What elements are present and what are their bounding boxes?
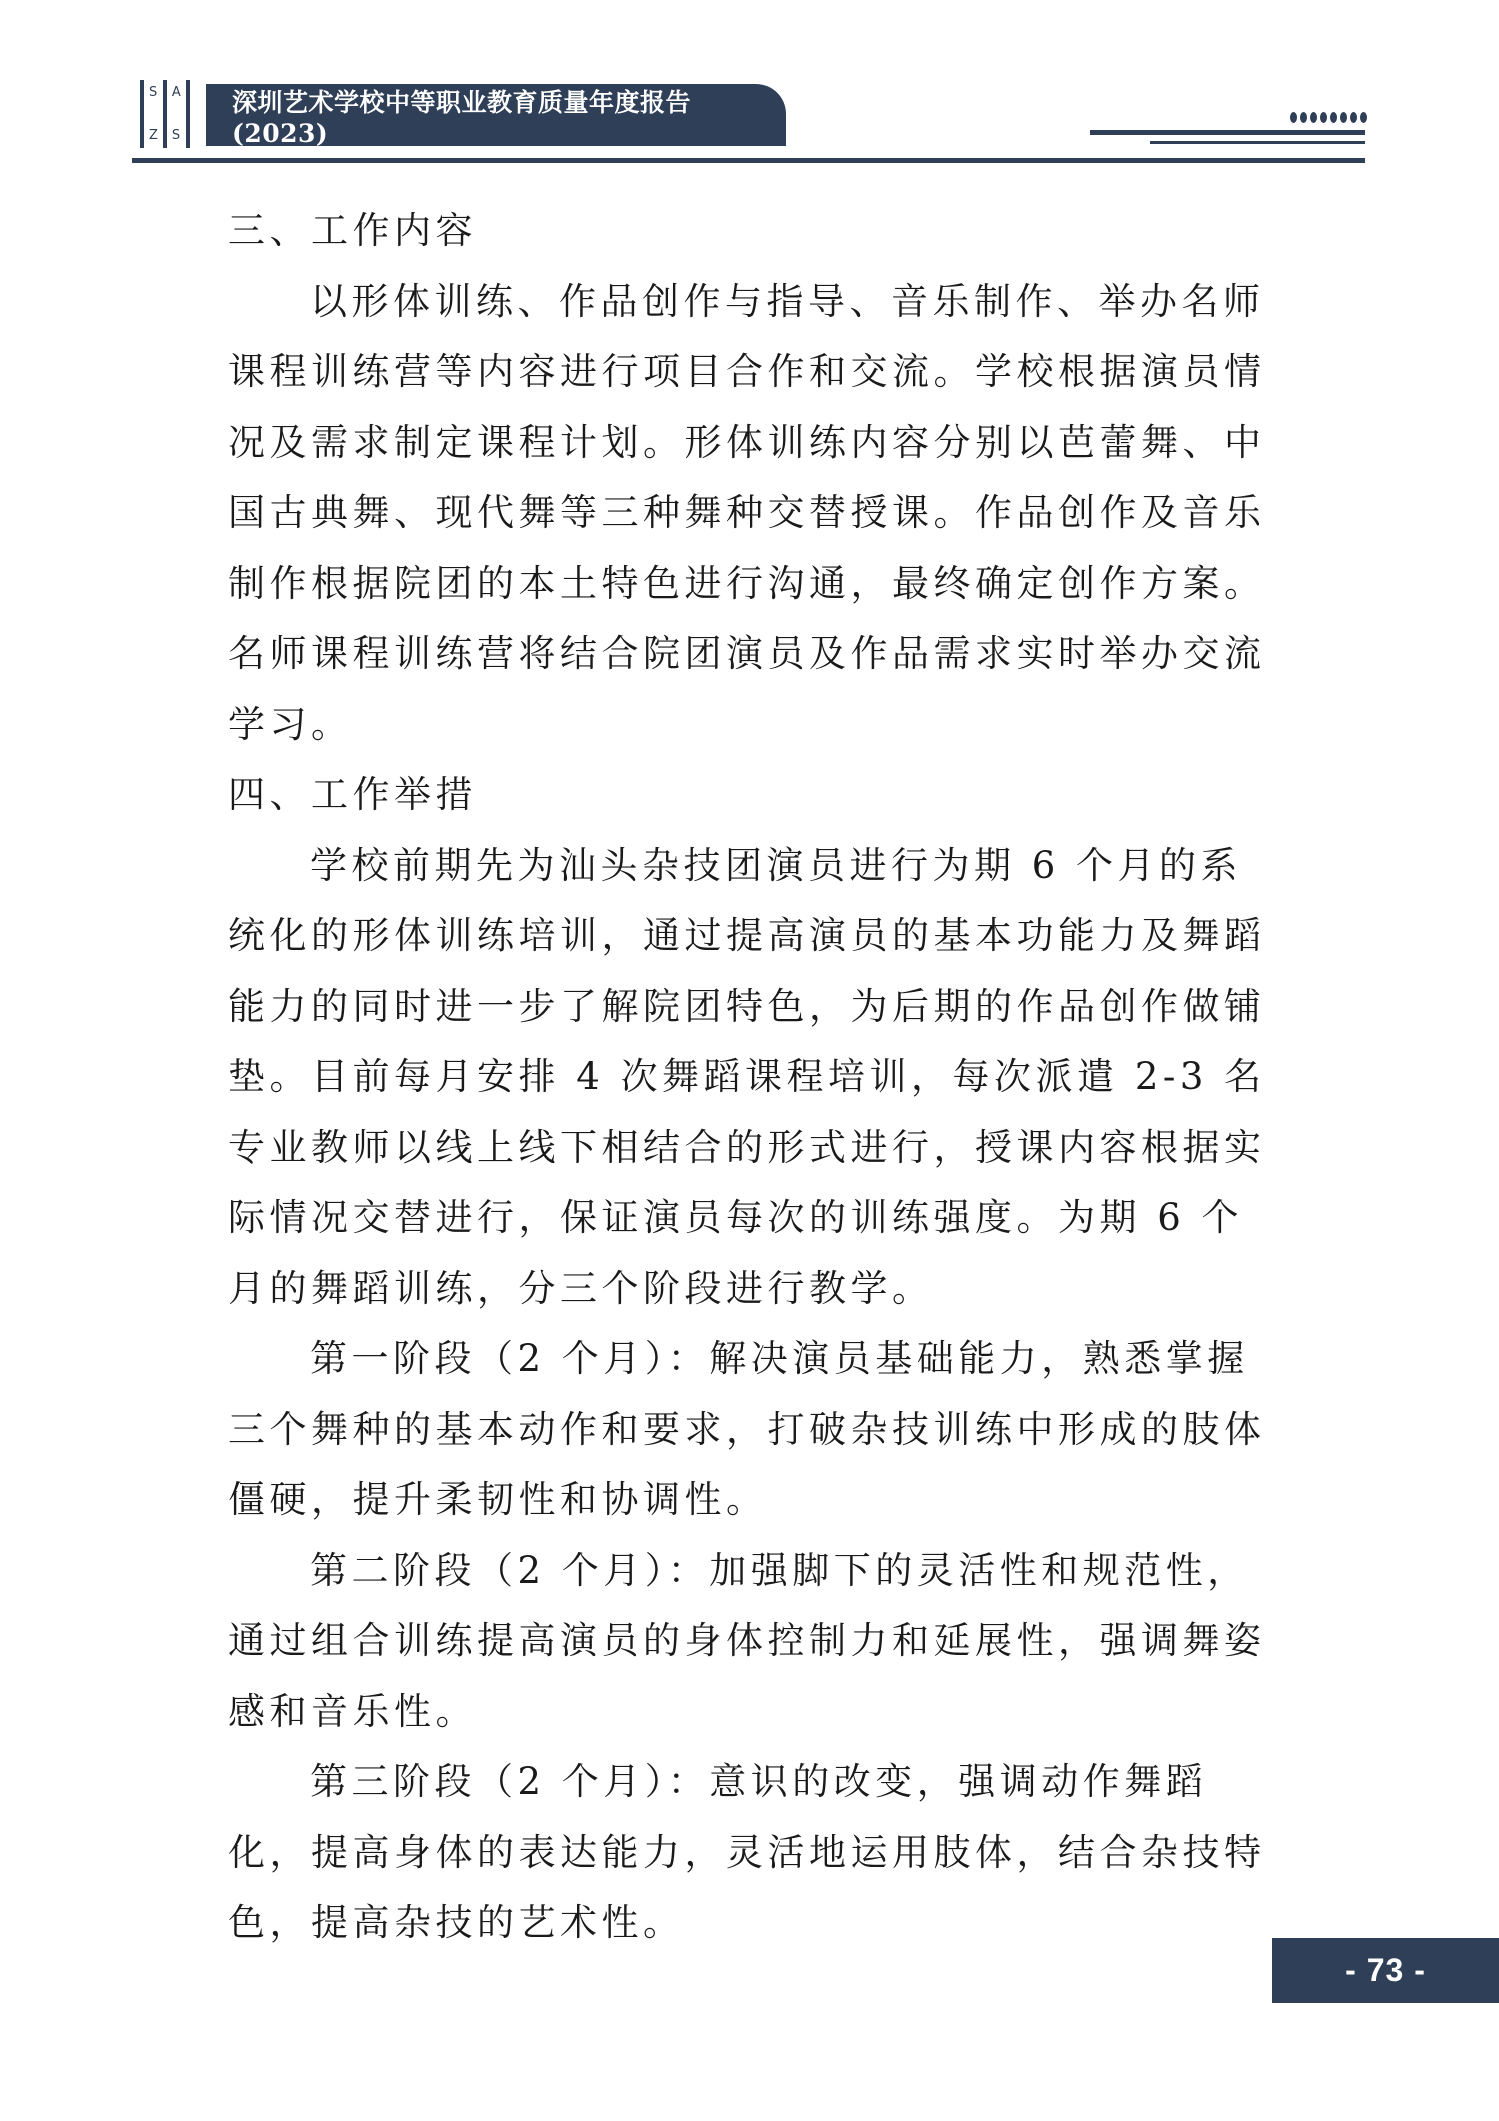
section-heading: 三、工作内容 [228,209,477,252]
logo-letters [149,80,158,148]
paragraph: 以形体训练、作品创作与指导、音乐制作、举办名师课程训练营等内容进行项目合作和交流。学校根据演员情况及需求制定课程计划。形体训练内容分别以芭蕾舞、中国古典舞、现代舞等三种舞种交替授课。作品创作及音乐制作根据院团的本土特色进行沟通，最终确定创作方案。名师课程训练营将结合院团演员及作品需求实时举办交流学习。 [228,279,1266,746]
paragraph: 第二阶段（2 个月）：加强脚下的灵活性和规范性，通过组合训练提高演员的身体控制力和延展性，强调舞姿感和音乐性。 [228,1548,1266,1733]
header-accent-rule [1150,141,1365,144]
logo-letters [172,80,181,148]
logo-bar [186,80,190,148]
report-title: 深圳艺术学校中等职业教育质量年度报告(2023) [232,87,692,148]
section-heading: 四、工作举措 [228,773,477,816]
paragraph: 第一阶段（2 个月）：解决演员基础能力，熟悉掌握三个舞种的基本动作和要求，打破杂技训练中形成的肢体僵硬，提升柔韧性和协调性。 [228,1337,1266,1521]
page-content [228,196,1278,1959]
logo-letter: S [149,85,158,100]
report-title-banner [206,84,786,146]
header-accent-rule [1090,130,1365,135]
page-number-tag [1272,1938,1499,2003]
page-number: - 73 - [1345,1952,1426,1988]
logo-letter: A [171,85,181,100]
logo-letter: Z [149,128,158,143]
decorative-dots [1290,112,1367,123]
paragraph: 第三阶段（2 个月）：意识的改变，强调动作舞蹈化，提高身体的表达能力，灵活地运用肢体，结合杂技特色，提高杂技的艺术性。 [228,1760,1266,1944]
school-logo [140,80,200,148]
logo-bar [140,80,144,148]
paragraph: 学校前期先为汕头杂技团演员进行为期 6 个月的系统化的形体训练培训，通过提高演员的基本功能力及舞蹈能力的同时进一步了解院团特色，为后期的作品创作做铺垫。目前每月安排 4 次舞蹈课程培训，每次派遣 2-3 名专业教师以线上线下相结合的形式进行，授课内容根据实际情况交替进行，保证演员每次的训练强度。为期 6 个月的舞蹈训练，分三个阶段进行教学。 [228,843,1266,1310]
logo-letter: S [171,128,181,143]
logo-bar [163,80,167,148]
header-rule [132,158,1365,163]
